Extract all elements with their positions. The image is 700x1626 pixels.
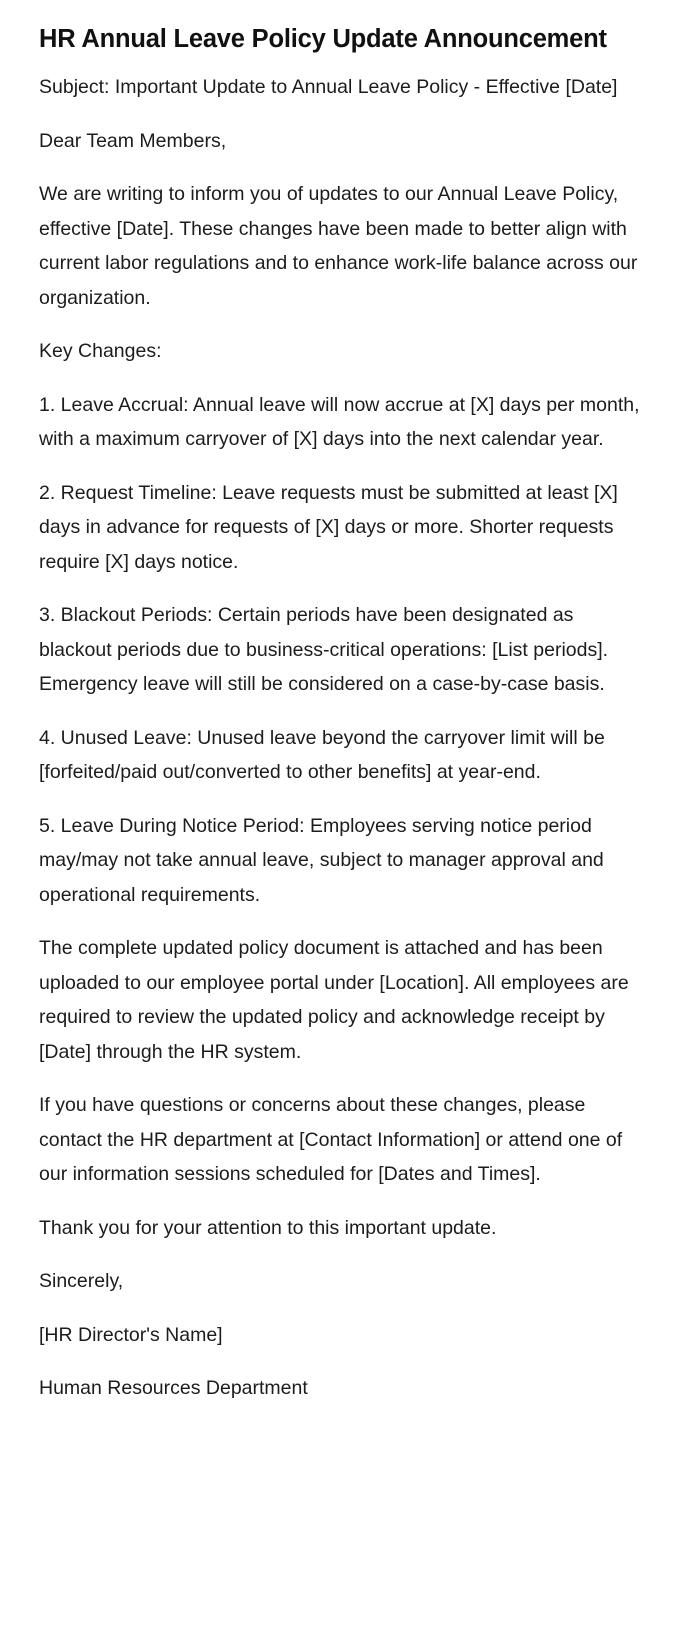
- closing: Sincerely,: [39, 1270, 124, 1292]
- change-item-unused-leave: 4. Unused Leave: Unused leave beyond the carryover limit will be [forfeited/paid out/converted to other benefits] at year-end.: [39, 726, 605, 783]
- key-changes-heading: Key Changes:: [39, 340, 162, 362]
- policy-document-paragraph: The complete updated policy document is attached and has been uploaded to our employee portal under [Location]. All employees are required to review the updated policy and acknowledge receipt by [Date] through the HR system.: [39, 937, 629, 1063]
- change-item-notice-period: 5. Leave During Notice Period: Employees serving notice period may/may not take annual leave, subject to manager approval and operational requirements.: [39, 814, 604, 906]
- change-item-blackout-periods: 3. Blackout Periods: Certain periods have been designated as blackout periods due to business-critical operations: [List periods]. Emergency leave will still be considered on a case-by-case basis.: [39, 604, 609, 695]
- signer-name: [HR Director's Name]: [39, 1323, 223, 1346]
- intro-paragraph: We are writing to inform you of updates to our Annual Leave Policy, effective [Date]. These changes have been made to better align with current labor regulations and to enhance work-life balance across our organization.: [39, 183, 638, 309]
- document-title: HR Annual Leave Policy Update Announcement: [39, 25, 607, 53]
- thank-you-line: Thank you for your attention to this important update.: [39, 1216, 497, 1239]
- change-item-request-timeline: 2. Request Timeline: Leave requests must be submitted at least [X] days in advance for requests of [X] days or more. Shorter requests require [X] days notice.: [39, 481, 618, 573]
- change-item-leave-accrual: 1. Leave Accrual: Annual leave will now accrue at [X] days per month, with a maximum carryover of [X] days into the next calendar year.: [39, 393, 640, 450]
- signer-department: Human Resources Department: [39, 1377, 308, 1399]
- salutation: Dear Team Members,: [39, 129, 227, 152]
- subject-line: Subject: Important Update to Annual Leave Policy - Effective [Date]: [39, 76, 618, 98]
- questions-paragraph: If you have questions or concerns about these changes, please contact the HR department at [Contact Information] or attend one of our information sessions scheduled for [Dates and Times].: [39, 1094, 623, 1185]
